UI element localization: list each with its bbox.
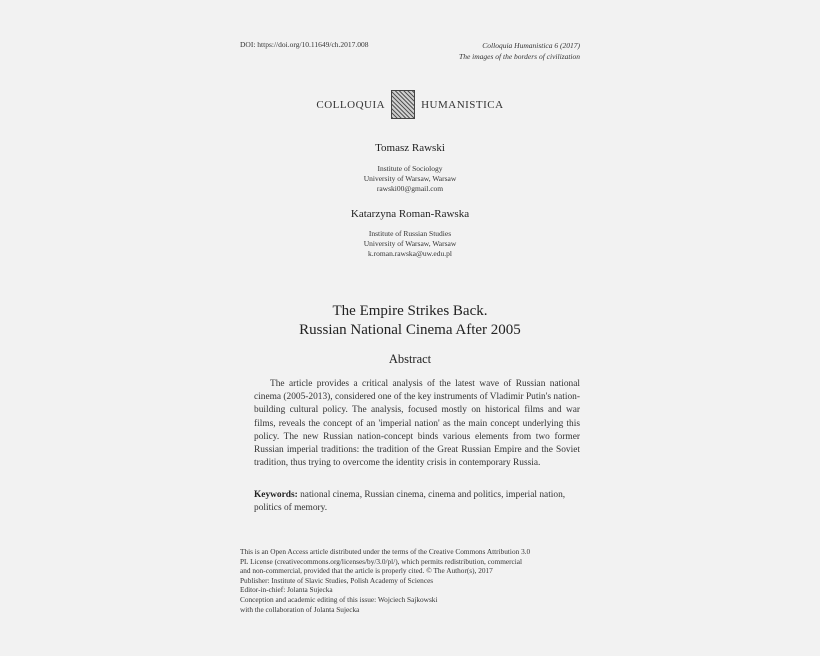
journal-name: Colloquia Humanistica 6 (2017) [482,41,580,50]
journal-logo [0,90,820,119]
logo-emblem-icon [391,90,415,119]
footer-line: and non-commercial, provided that the article is properly cited. © The Author(s), 2017 [240,566,493,576]
doi-link[interactable]: DOI: https://doi.org/10.11649/ch.2017.008 [240,40,369,49]
license-footer [240,547,580,614]
abstract-heading: Abstract [388,352,432,366]
author-name-2: Katarzyna Roman-Rawska [350,208,470,220]
author-name-1: Tomasz Rawski [375,142,445,154]
footer-line: Editor-in-chief: Jolanta Sujecka [240,585,333,595]
title-line-2: Russian National Cinema After 2005 [299,322,521,338]
keywords-text: national cinema, Russian cinema, cinema and politics, imperial nation, politics of memory. [254,490,566,514]
journal-header [459,40,580,62]
abstract-text: The article provides a critical analysis of the latest wave of Russian national cinema (2005-2013), considered one of the key instruments of Vladimir Putin's nation-building cultural policy. The analysis, focused mostly on historical films and war films, reveals the concept of an 'imperial nation' as the main concept underlying this policy. The new Russian nation-concept binds various elements from two former Russian imperial traditions: the tradition of the Great Russian Empire and the Soviet tradition, thus trying to overcome the identity crisis in contemporary Russia. [254,379,580,469]
author-email[interactable]: k.roman.rawska@uw.edu.pl [368,248,452,258]
author-institute: Institute of Sociology [377,164,443,173]
footer-line: with the collaboration of Jolanta Sujecka [240,604,360,614]
title-line-1: The Empire Strikes Back. [332,303,488,319]
author-university: University of Warsaw, Warsaw [363,173,457,183]
footer-line: Publisher: Institute of Slavic Studies, Polish Academy of Sciences [240,575,434,585]
footer-line: PL License (creativecommons.org/licenses/by/3.0/pl/), which permits redistribution, commercial [240,556,523,566]
footer-line: This is an Open Access article distributed under the terms of the Creative Commons Attribution 3.0 [240,547,531,556]
author-affiliation-2 [0,229,820,258]
issue-theme: The images of the borders of civilization [459,52,580,61]
author-university: University of Warsaw, Warsaw [363,238,457,248]
article-title [0,302,820,340]
author-email[interactable]: rawski00@gmail.com [376,183,444,193]
logo-text-left: COLLOQUIA [316,98,386,111]
author-affiliation-1 [0,164,820,193]
keywords-label: Keywords: [254,490,298,500]
author-institute: Institute of Russian Studies [368,229,452,238]
logo-text-right: HUMANISTICA [421,98,504,111]
keywords [254,489,580,515]
footer-line: Conception and academic editing of this issue: Wojciech Sajkowski [240,594,438,604]
